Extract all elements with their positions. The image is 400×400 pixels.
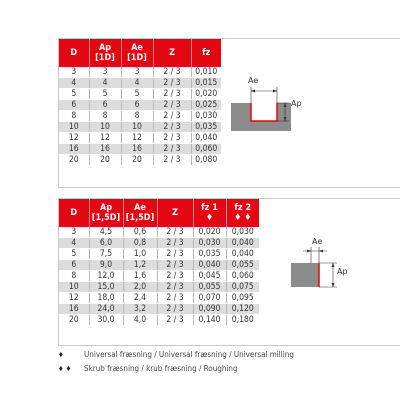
table-cell: 20 <box>121 155 153 166</box>
table-cell: 0,040 <box>191 133 221 144</box>
column-header-label: Ae <box>131 43 143 53</box>
table-cell: 3 <box>121 67 153 78</box>
table-cell: 0,020 <box>193 227 226 238</box>
column-header-label: fz 2 <box>234 203 252 213</box>
table-cell: 18,0 <box>89 293 123 304</box>
table-cell: 6 <box>59 260 89 271</box>
table-cell: 0,055 <box>193 282 226 293</box>
column-header-label: Ap <box>99 203 113 213</box>
column-header <box>89 199 123 227</box>
table-cell: 16 <box>59 144 89 155</box>
table-cell: 24,0 <box>89 304 123 315</box>
table-cell: 8 <box>121 111 153 122</box>
cutting-data-panel-1-5d <box>58 198 400 346</box>
table-cell: 0,180 <box>226 315 259 326</box>
table-cell: 8 <box>59 271 89 282</box>
table-cell: 2 / 3 <box>157 249 193 260</box>
table-cell: 4 <box>59 78 89 89</box>
table-cell: 6 <box>121 100 153 111</box>
table-row <box>59 89 221 100</box>
table-row <box>59 227 259 238</box>
table-cell: 2 / 3 <box>157 227 193 238</box>
legend-text: Universal fræsning / Universal fræsning / Universal milling <box>84 350 294 359</box>
column-header-label: fz <box>202 48 211 58</box>
table-row <box>59 155 221 166</box>
table-row <box>59 238 259 249</box>
ae-label: Ae <box>312 237 323 246</box>
column-header-sublabel: ♦ ♦ <box>234 213 252 223</box>
ap-label: Ap <box>337 267 348 276</box>
table-cell: 5 <box>59 89 89 100</box>
table-cell: 12,0 <box>89 271 123 282</box>
table-row <box>59 100 221 111</box>
table-cell: 0,090 <box>193 304 226 315</box>
table-row <box>59 282 259 293</box>
table-header-row <box>59 199 259 227</box>
table-cell: 20 <box>59 315 89 326</box>
table-row <box>59 293 259 304</box>
table-cell: 1,0 <box>123 249 157 260</box>
column-header-sublabel: [1,5D] <box>125 213 155 223</box>
table-cell: 2 / 3 <box>153 111 191 122</box>
column-header <box>157 199 193 227</box>
slot-milling-diagram-1d <box>231 75 321 135</box>
table-cell: 2 / 3 <box>153 67 191 78</box>
cutting-data-panel-1d <box>58 38 400 188</box>
cutting-data-table-1-5d <box>59 199 259 326</box>
table-row <box>59 122 221 133</box>
table-row <box>59 271 259 282</box>
table-cell: 10 <box>89 122 121 133</box>
table-cell: 4,5 <box>89 227 123 238</box>
table-cell: 5 <box>89 89 121 100</box>
table-cell: 0,040 <box>193 260 226 271</box>
table-cell: 3,2 <box>123 304 157 315</box>
table-cell: 0,055 <box>226 260 259 271</box>
column-header-label: fz 1 <box>201 203 218 213</box>
legend-universal <box>58 350 294 359</box>
column-header-label: D <box>70 48 78 58</box>
column-header-label: Ae <box>134 203 146 213</box>
column-header <box>59 39 89 67</box>
table-cell: 2,4 <box>123 293 157 304</box>
table-cell: 2 / 3 <box>153 133 191 144</box>
cut-profile <box>251 103 277 121</box>
column-header <box>193 199 226 227</box>
table-cell: 2 / 3 <box>153 155 191 166</box>
column-header-label: D <box>70 208 78 218</box>
table-cell: 0,035 <box>191 122 221 133</box>
table-cell: 0,025 <box>191 100 221 111</box>
table-cell: 16 <box>89 144 121 155</box>
table-cell: 9,0 <box>89 260 123 271</box>
table-cell: 4 <box>89 78 121 89</box>
table-cell: 6,0 <box>89 238 123 249</box>
column-header <box>59 199 89 227</box>
table-cell: 10 <box>59 122 89 133</box>
table-cell: 1,2 <box>123 260 157 271</box>
table-cell: 0,8 <box>123 238 157 249</box>
table-row <box>59 67 221 78</box>
ae-label: Ae <box>248 76 259 85</box>
table-cell: 2 / 3 <box>157 271 193 282</box>
table-cell: 4 <box>121 78 153 89</box>
table-cell: 6 <box>59 100 89 111</box>
table-cell: 2 / 3 <box>153 144 191 155</box>
table-cell: 3 <box>89 67 121 78</box>
table-cell: 12 <box>59 133 89 144</box>
table-row <box>59 144 221 155</box>
table-cell: 8 <box>89 111 121 122</box>
table-cell: 2,0 <box>123 282 157 293</box>
slot-milling-diagram-1-5d <box>291 235 371 295</box>
table-cell: 16 <box>121 144 153 155</box>
table-cell: 2 / 3 <box>157 238 193 249</box>
cutting-data-table-1d <box>59 39 221 166</box>
column-header-sublabel: [1,5D] <box>91 213 121 223</box>
table-cell: 15,0 <box>89 282 123 293</box>
table-row <box>59 260 259 271</box>
table-cell: 2 / 3 <box>153 78 191 89</box>
table-cell: 0,140 <box>193 315 226 326</box>
table-cell: 4,0 <box>123 315 157 326</box>
table-cell: 5 <box>121 89 153 100</box>
table-cell: 0,6 <box>123 227 157 238</box>
table-cell: 0,030 <box>191 111 221 122</box>
column-header-sublabel: [1D] <box>95 53 115 63</box>
table-cell: 6 <box>89 100 121 111</box>
table-cell: 2 / 3 <box>157 260 193 271</box>
column-header-label: Z <box>169 48 175 58</box>
column-header-label: Z <box>172 208 178 218</box>
table-cell: 2 / 3 <box>157 293 193 304</box>
table-cell: 0,080 <box>191 155 221 166</box>
column-header-label: Ap <box>98 43 112 53</box>
table-cell: 30,0 <box>89 315 123 326</box>
table-cell: 0,035 <box>193 249 226 260</box>
table-cell: 0,030 <box>193 238 226 249</box>
column-header <box>121 39 153 67</box>
workpiece-material <box>291 263 319 287</box>
table-cell: 2 / 3 <box>157 315 193 326</box>
legend-text: Skrub fræsning / krub fræsning / Roughing <box>84 364 238 373</box>
table-cell: 1,6 <box>123 271 157 282</box>
table-cell: 2 / 3 <box>153 100 191 111</box>
table-cell: 3 <box>59 67 89 78</box>
table-cell: 5 <box>59 249 89 260</box>
column-header <box>226 199 259 227</box>
table-cell: 0,040 <box>226 238 259 249</box>
table-header-row <box>59 39 221 67</box>
table-row <box>59 304 259 315</box>
single-diamond-icon: ♦ <box>58 351 64 359</box>
column-header <box>153 39 191 67</box>
table-row <box>59 78 221 89</box>
table-cell: 0,060 <box>226 271 259 282</box>
table-cell: 0,095 <box>226 293 259 304</box>
double-diamond-icon: ♦ ♦ <box>58 365 72 373</box>
table-cell: 0,030 <box>226 227 259 238</box>
table-cell: 2 / 3 <box>153 89 191 100</box>
table-cell: 0,075 <box>226 282 259 293</box>
table-row <box>59 133 221 144</box>
table-cell: 12 <box>59 293 89 304</box>
column-header-sublabel: [1D] <box>127 53 147 63</box>
table-cell: 2 / 3 <box>153 122 191 133</box>
column-header-sublabel: ♦ <box>205 213 214 223</box>
table-cell: 20 <box>59 155 89 166</box>
table-cell: 0,120 <box>226 304 259 315</box>
table-cell: 0,045 <box>193 271 226 282</box>
table-cell: 0,040 <box>226 249 259 260</box>
table-cell: 20 <box>89 155 121 166</box>
column-header <box>191 39 221 67</box>
table-cell: 8 <box>59 111 89 122</box>
table-cell: 0,070 <box>193 293 226 304</box>
table-cell: 7,5 <box>89 249 123 260</box>
table-row <box>59 111 221 122</box>
column-header <box>123 199 157 227</box>
table-cell: 0,060 <box>191 144 221 155</box>
table-cell: 0,015 <box>191 78 221 89</box>
column-header <box>89 39 121 67</box>
workpiece-material <box>231 103 291 131</box>
table-cell: 2 / 3 <box>157 304 193 315</box>
ap-label: Ap <box>291 99 302 108</box>
table-cell: 10 <box>59 282 89 293</box>
table-row <box>59 315 259 326</box>
table-row <box>59 249 259 260</box>
table-cell: 16 <box>59 304 89 315</box>
legend-roughing <box>58 364 238 373</box>
table-cell: 4 <box>59 238 89 249</box>
table-cell: 2 / 3 <box>157 282 193 293</box>
table-cell: 0,020 <box>191 89 221 100</box>
table-cell: 3 <box>59 227 89 238</box>
table-cell: 10 <box>121 122 153 133</box>
table-cell: 0,010 <box>191 67 221 78</box>
table-cell: 12 <box>121 133 153 144</box>
table-cell: 12 <box>89 133 121 144</box>
